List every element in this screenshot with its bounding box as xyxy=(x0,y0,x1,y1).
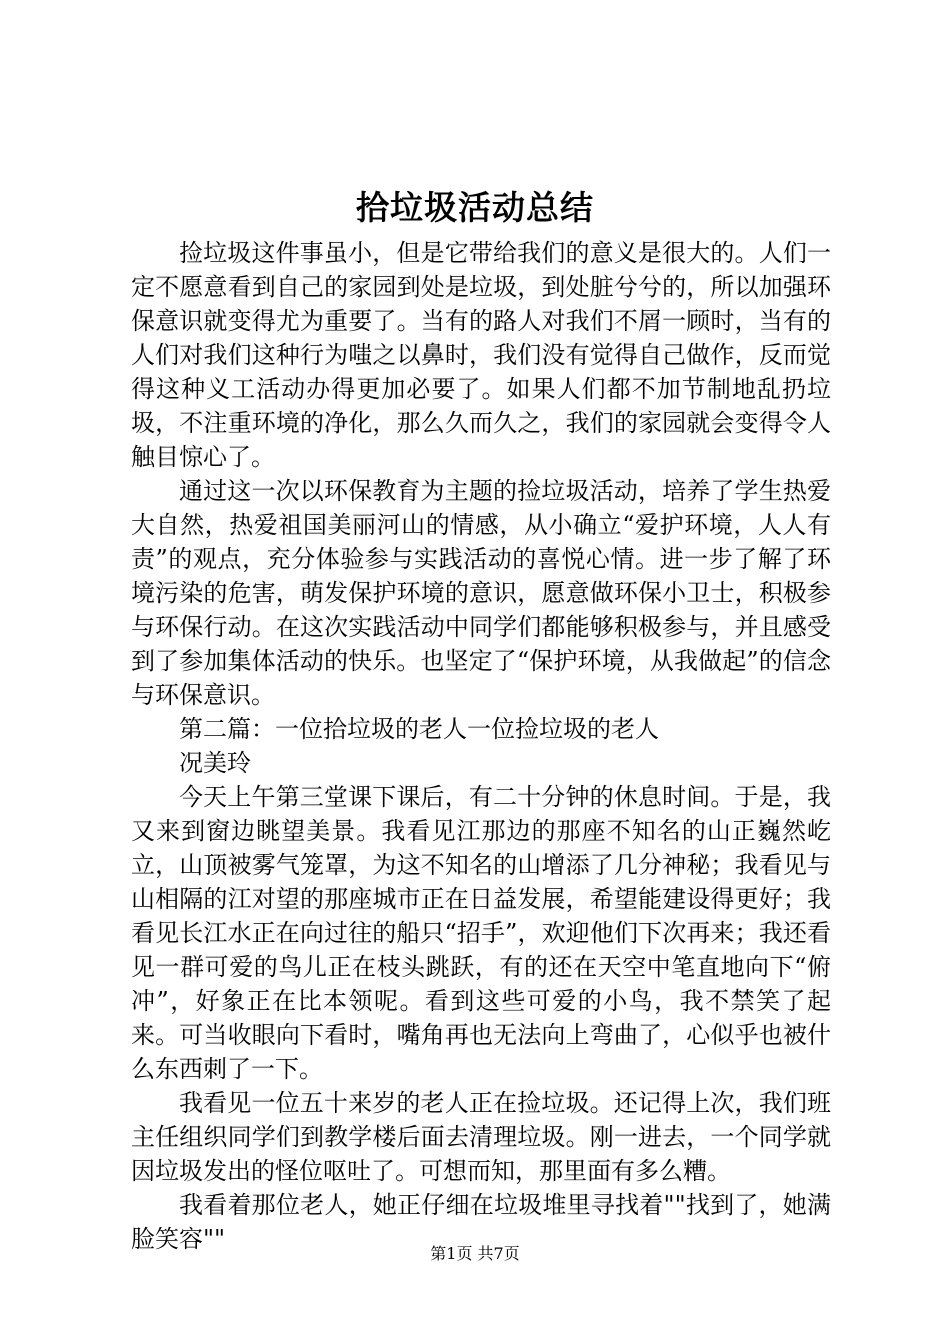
paragraph: 今天上午第三堂课下课后，有二十分钟的休息时间。于是，我又来到窗边眺望美景。我看见江那边的那座不知名的山正巍然屹立，山顶被雾气笼罩，为这不知名的山增添了几分神秘；我看见与山相隔的江对望的那座城市正在日益发展，希望能建设得更好；我看见长江水正在向过往的船只“招手”，欢迎他们下次再来；我还看见一群可爱的鸟儿正在枝头跳跃，有的还在天空中笔直地向下“俯冲”，好象正在比本领呢。看到这些可爱的小鸟，我不禁笑了起来。可当收眼向下看时，嘴角再也无法向上弯曲了，心似乎也被什么东西刺了一下。 xyxy=(131,783,831,1083)
section-heading: 第二篇：一位拾垃圾的老人一位捡垃圾的老人 xyxy=(179,715,659,743)
author-name: 况美玲 xyxy=(179,749,251,777)
paragraph: 捡垃圾这件事虽小，但是它带给我们的意义是很大的。人们一定不愿意看到自己的家园到处是垃圾，到处脏兮兮的，所以加强环保意识就变得尤为重要了。当有的路人对我们不屑一顾时，当有的人们对我们这种行为嗤之以鼻时，我们没有觉得自己做作，反而觉得这种义工活动办得更加必要了。如果人们都不加节制地乱扔垃圾，不注重环境的净化，那么久而久之，我们的家园就会变得令人触目惊心了。 xyxy=(131,239,831,471)
paragraph: 我看着那位老人，她正仔细在垃圾堆里寻找着""找到了，她满脸笑容"" xyxy=(131,1191,831,1253)
document-body xyxy=(131,236,831,1256)
paragraph: 我看见一位五十来岁的老人正在捡垃圾。还记得上次，我们班主任组织同学们到教学楼后面去清理垃圾。刚一进去，一个同学就因垃圾发出的怪位呕吐了。可想而知，那里面有多么糟。 xyxy=(131,1089,831,1185)
page-footer: 第1页 共7页 xyxy=(430,1244,520,1263)
page-title: 拾垃圾活动总结 xyxy=(356,188,594,227)
paragraph: 通过这一次以环保教育为主题的捡垃圾活动，培养了学生热爱大自然，热爱祖国美丽河山的情感，从小确立“爱护环境，人人有责”的观点，充分体验参与实践活动的喜悦心情。进一步了解了环境污染的危害，萌发保护环境的意识，愿意做环保小卫士，积极参与环保行动。在这次实践活动中同学们都能够积极参与，并且感受到了参加集体活动的快乐。也坚定了“保护环境，从我做起”的信念与环保意识。 xyxy=(131,477,831,709)
